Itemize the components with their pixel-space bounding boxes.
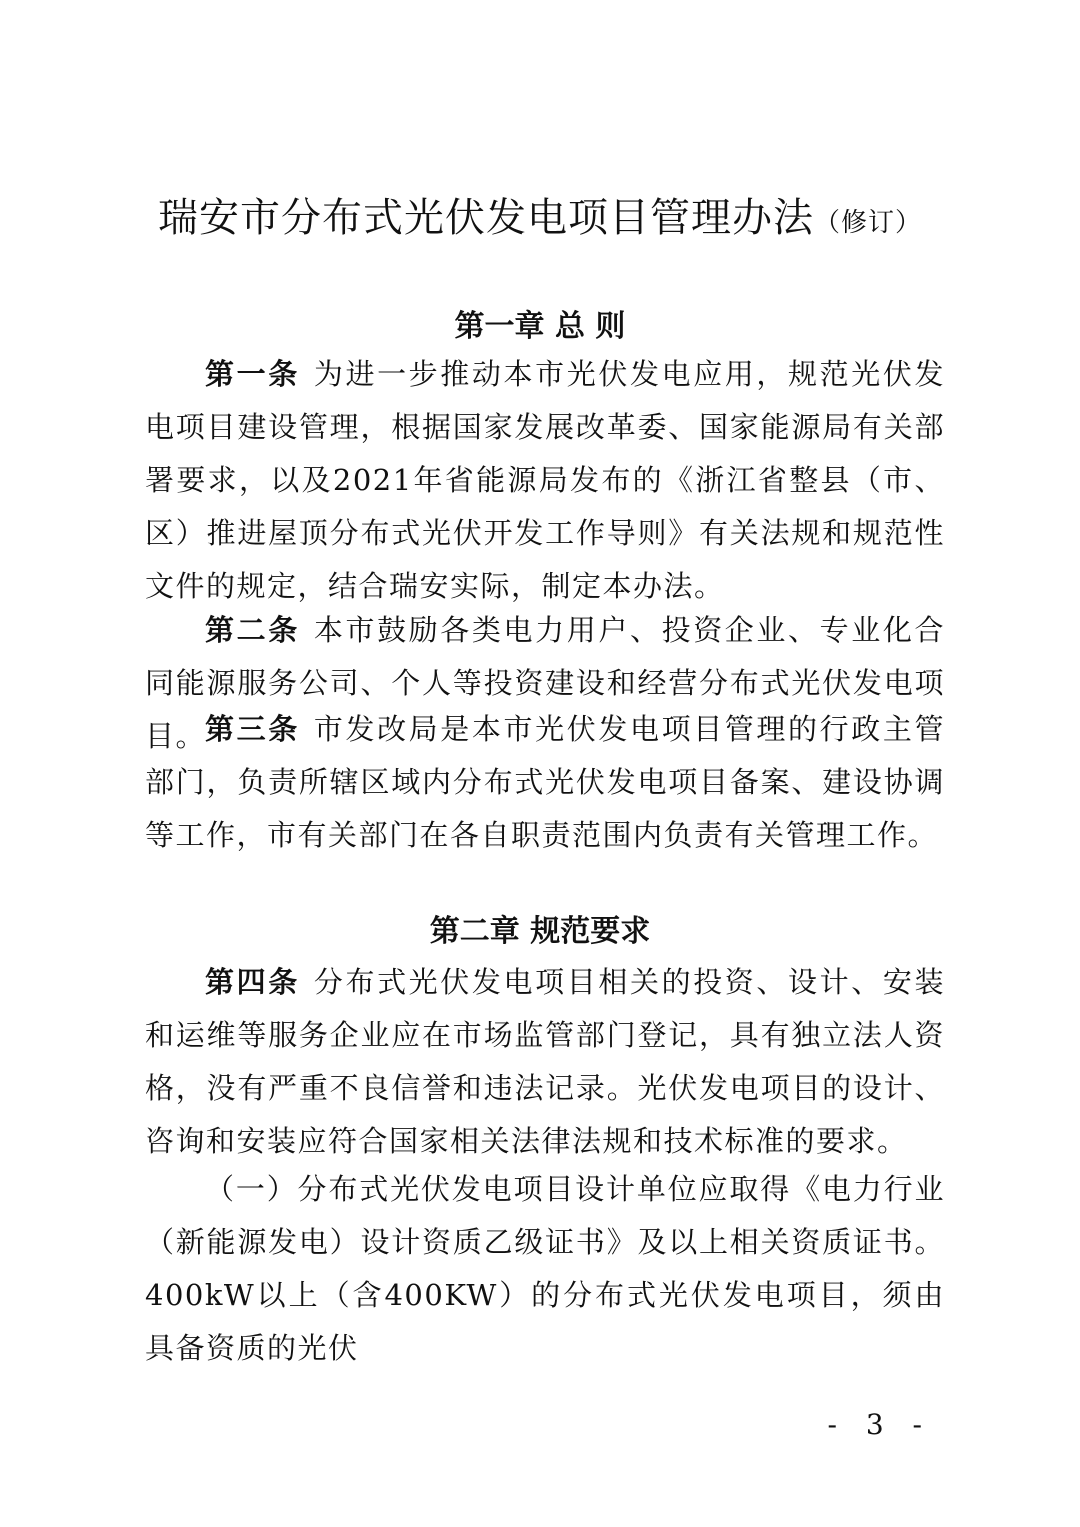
document-title-suffix: （修订）	[813, 208, 922, 238]
article-4-label: 第四条	[205, 965, 300, 999]
document-title	[0, 190, 1080, 251]
article-2-label: 第二条	[205, 613, 300, 647]
article-4-clause-1: （一）分布式光伏发电项目设计单位应取得《电力行业（新能源发电）设计资质乙级证书》及以上相关资质证书。400kW以上（含400KW）的分布式光伏发电项目，须由具备资质的光伏	[145, 1172, 945, 1365]
chapter-2-heading: 第二章 规范要求	[429, 914, 651, 949]
document-title-text: 瑞安市分布式光伏发电项目管理办法	[157, 195, 814, 241]
article-3-text: 市发改局是本市光伏发电项目管理的行政主管部门，负责所辖区域内分布式光伏发电项目备案、建设协调等工作，市有关部门在各自职责范围内负责有关管理工作。	[145, 712, 945, 852]
article-4-text: 分布式光伏发电项目相关的投资、设计、安装和运维等服务企业应在市场监管部门登记，具有独立法人资格，没有严重不良信誉和违法记录。光伏发电项目的设计、咨询和安装应符合国家相关法律法规和技术标准的要求。	[145, 965, 945, 1158]
page-number: - 3 -	[827, 1408, 932, 1441]
article-1-text: 为进一步推动本市光伏发电应用，规范光伏发电项目建设管理，根据国家发展改革委、国家能源局有关部署要求，以及2021年省能源局发布的《浙江省整县（市、区）推进屋顶分布式光伏开发工作导则》有关法规和规范性文件的规定，结合瑞安实际，制定本办法。	[145, 357, 945, 603]
article-3	[145, 703, 945, 862]
chapter-1-heading: 第一章 总 则	[454, 309, 626, 344]
article-1-label: 第一条	[205, 357, 300, 391]
article-2-text: 本市鼓励各类电力用户、投资企业、专业化合同能源服务公司、个人等投资建设和经营分布式光伏发电项目。	[145, 613, 945, 753]
article-4	[145, 956, 945, 1168]
article-3-label: 第三条	[205, 712, 300, 746]
article-1	[145, 348, 945, 613]
